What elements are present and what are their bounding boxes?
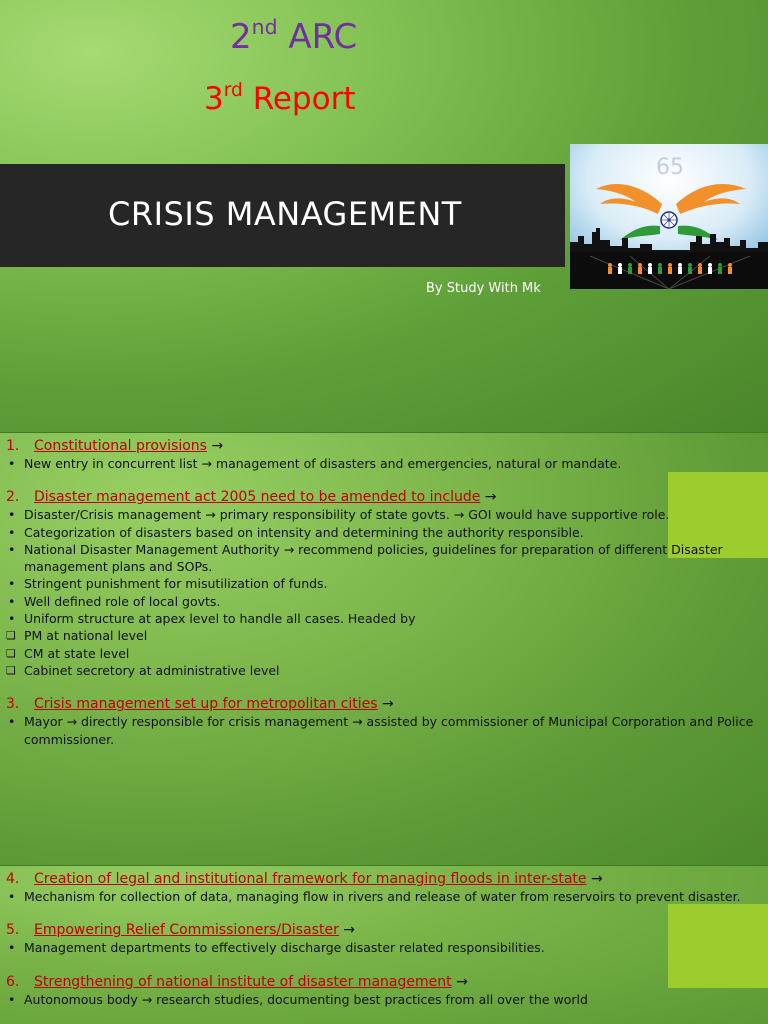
list-item: • National Disaster Management Authority → recommend policies, guidelines for preparation of different Disaster management plans and SOPs. — [6, 541, 756, 576]
banner-title: CRISIS MANAGEMENT — [108, 195, 462, 233]
section-heading-6: 6. Strengthening of national institute of disaster management → — [6, 973, 468, 990]
india-flag-illustration — [570, 144, 768, 289]
title-banner — [0, 164, 565, 267]
list-item: • Uniform structure at apex level to handle all cases. Headed by — [6, 610, 756, 627]
list-item: • Autonomous body → research studies, documenting best practices from all over the world — [6, 991, 756, 1008]
title-slide — [0, 0, 768, 432]
list-item: • Well defined role of local govts. — [6, 593, 756, 610]
section-heading-5: 5. Empowering Relief Commissioners/Disaster → — [6, 922, 356, 939]
section-heading-3: 3. Crisis management set up for metropolitan cities → — [6, 696, 394, 713]
list-item: • Stringent punishment for misutilization of funds. — [6, 575, 756, 592]
content-slide-1 — [0, 433, 768, 865]
slide-2-content — [6, 870, 756, 1008]
section-2-list — [6, 506, 756, 679]
section-5-list — [6, 939, 756, 956]
svg-text:65: 65 — [656, 155, 684, 180]
section-4-list — [6, 888, 756, 905]
section-heading-2: 2. Disaster management act 2005 need to be amended to include → — [6, 489, 497, 506]
checkbox-list-item: ❑ CM at state level — [6, 645, 756, 662]
content-slide-2 — [0, 866, 768, 1024]
section-3-list — [6, 713, 756, 748]
section-heading-4: 4. Creation of legal and institutional framework for managing floods in inter-state → — [6, 871, 603, 887]
list-item: • New entry in concurrent list → management of disasters and emergencies, natural or mandate. — [6, 455, 756, 472]
list-item: • Disaster/Crisis management → primary responsibility of state govts. → GOI would have supportive role. — [6, 506, 756, 523]
title-arc: 2nd ARC — [230, 14, 358, 57]
section-heading-1: 1. Constitutional provisions → — [6, 438, 224, 454]
checkbox-list-item: ❑ Cabinet secretory at administrative level — [6, 662, 756, 679]
list-item: • Categorization of disasters based on intensity and determining the authority responsible. — [6, 524, 756, 541]
section-1-list — [6, 455, 756, 472]
list-item: • Management departments to effectively discharge disaster related responsibilities. — [6, 939, 756, 956]
list-item: • Mechanism for collection of data, managing flow in rivers and release of water from reservoirs to prevent disaster. — [6, 888, 756, 905]
slide-1-content — [6, 437, 756, 748]
checkbox-list-item: ❑ PM at national level — [6, 627, 756, 644]
list-item: • Mayor → directly responsible for crisis management → assisted by commissioner of Municipal Corporation and Police commissioner. — [6, 713, 756, 748]
section-6-list — [6, 991, 756, 1008]
title-report: 3rd Report — [204, 79, 356, 117]
byline: By Study With Mk — [426, 281, 541, 296]
